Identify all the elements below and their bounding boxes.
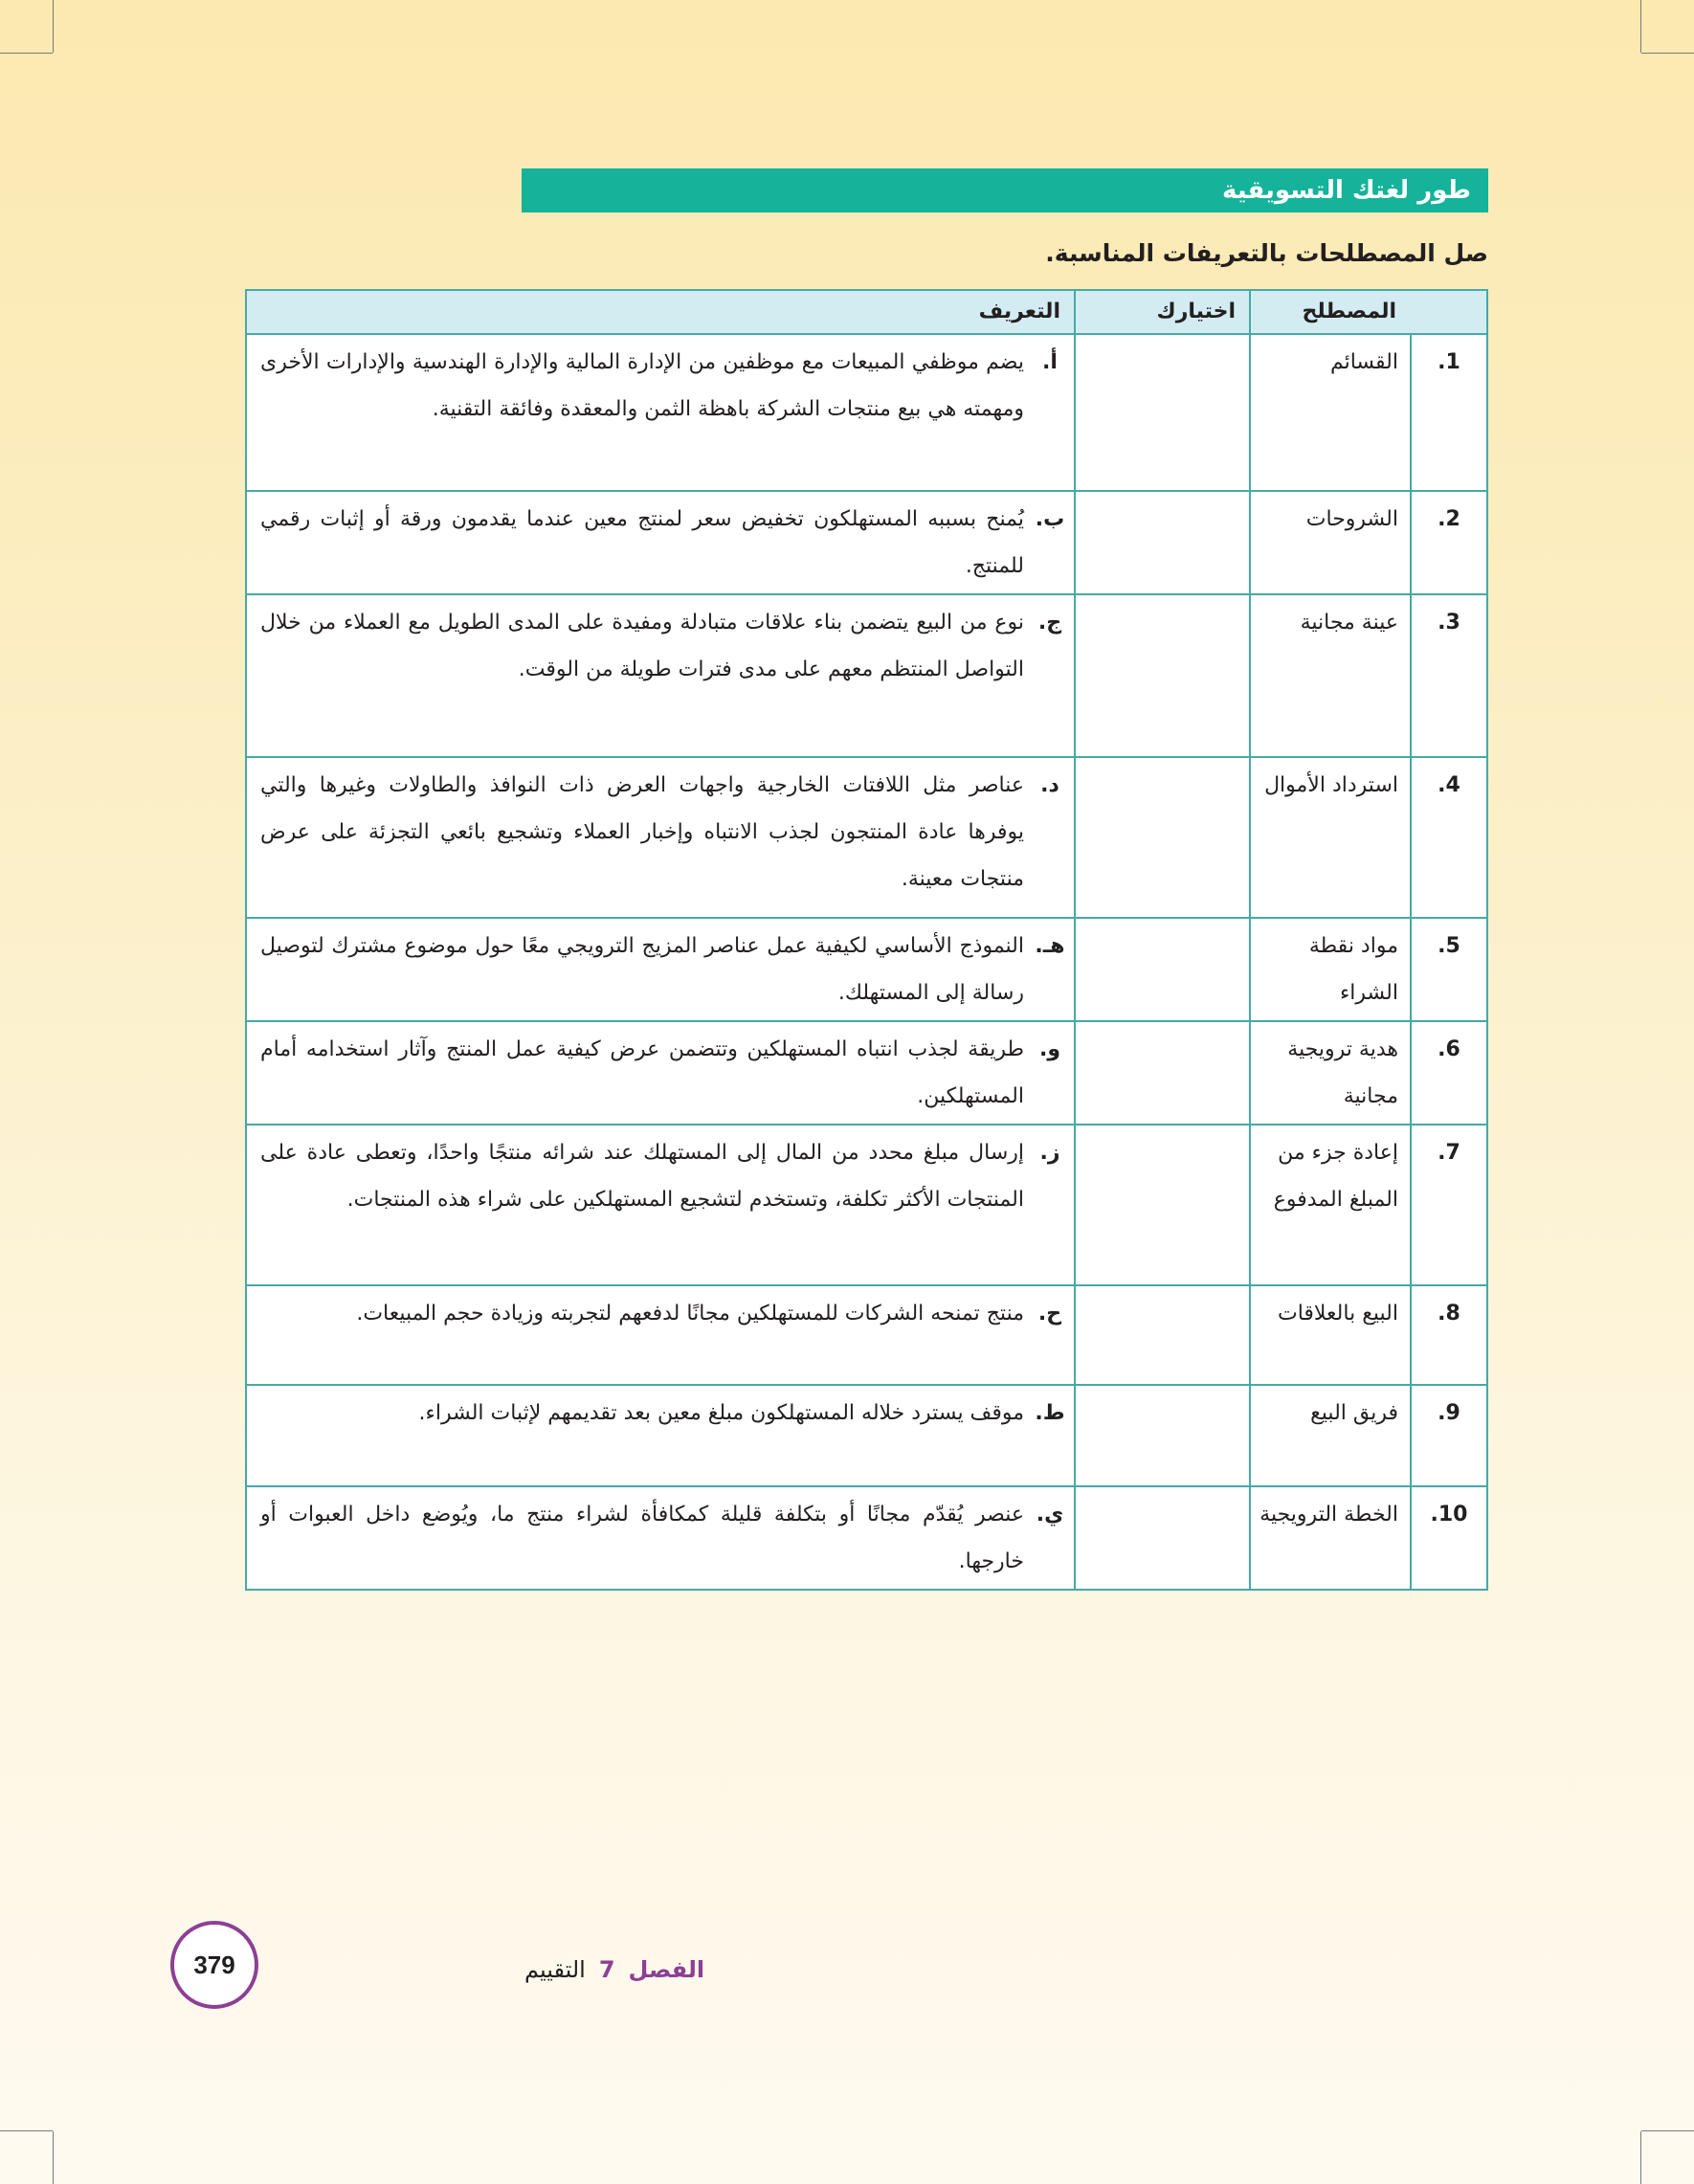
header-choice: اختيارك [1075,290,1250,334]
row-number: 9. [1411,1385,1487,1486]
row-number: 2. [1411,491,1487,594]
choice-cell[interactable] [1075,1021,1250,1125]
row-number: 6. [1411,1021,1487,1125]
definition-wrap [260,496,1066,590]
table-row [246,491,1487,594]
chapter-label: الفصل [628,1956,705,1983]
definition-wrap [260,339,1066,433]
definition-letter: ط. [1035,1401,1065,1425]
chapter-footer [524,1956,704,1983]
definition-wrap [260,1491,1066,1585]
section-title: طور لغتك التسويقية [1221,176,1471,205]
table-row [246,918,1487,1021]
choice-cell[interactable] [1075,491,1250,594]
table-row [246,334,1487,491]
term-cell: مواد نقطة الشراء [1250,918,1411,1021]
table-row [246,1486,1487,1590]
definition-letter: هـ. [1035,934,1065,958]
definition-text: يُمنح بسببه المستهلكون تخفيض سعر لمنتج معين عندما يقدمون ورقة أو إثبات رقمي للمنتج. [260,507,1024,578]
term-cell: البيع بالعلاقات [1250,1285,1411,1385]
definition-letter: ي. [1036,1503,1064,1527]
term-cell: عينة مجانية [1250,594,1411,757]
definition-text: طريقة لجذب انتباه المستهلكين وتتضمن عرض كيفية عمل المنتج وآثار استخدامه أمام المستهلكين. [260,1037,1024,1108]
crop-mark [0,53,53,54]
definition-cell [246,594,1075,757]
definition-wrap [260,762,1066,903]
table-row [246,1021,1487,1125]
definition-letter: ج. [1037,611,1062,635]
term-cell: استرداد الأموال [1250,757,1411,918]
crop-mark [0,2130,53,2131]
definition-cell [246,757,1075,918]
table-row [246,1385,1487,1486]
definition-wrap [260,1390,1066,1437]
definition-letter: ز. [1039,1141,1060,1165]
definition-wrap [260,599,1066,693]
row-number: 1. [1411,334,1487,491]
choice-cell[interactable] [1075,1486,1250,1590]
choice-cell[interactable] [1075,334,1250,491]
table-body [246,334,1487,1590]
header-term: المصطلح [1250,290,1487,334]
definition-wrap [260,923,1066,1016]
definition-wrap [260,1290,1066,1337]
definition-wrap [260,1026,1066,1120]
matching-table [245,289,1488,1591]
definition-letter: و. [1038,1037,1061,1061]
row-number: 3. [1411,594,1487,757]
definition-cell [246,1125,1075,1285]
term-cell: فريق البيع [1250,1385,1411,1486]
crop-mark [1640,2131,1641,2184]
instruction-text: صل المصطلحات بالتعريفات المناسبة. [1045,239,1488,267]
definition-cell [246,1021,1075,1125]
row-number: 4. [1411,757,1487,918]
definition-letter: أ. [1042,350,1058,374]
row-number: 8. [1411,1285,1487,1385]
row-number: 10. [1411,1486,1487,1590]
choice-cell[interactable] [1075,757,1250,918]
definition-text: عناصر مثل اللافتات الخارجية واجهات العرض ذات النوافذ والطاولات وغيرها والتي يوفرها عادة المنتجون لجذب الانتباه وإخبار العملاء وتشجيع بائعي التجزئة على عرض منتجات معينة. [260,773,1024,891]
crop-mark [1641,53,1694,54]
definition-cell [246,491,1075,594]
header-definition: التعريف [246,290,1075,334]
choice-cell[interactable] [1075,1285,1250,1385]
section-title-bar [522,168,1488,212]
choice-cell[interactable] [1075,918,1250,1021]
table-row [246,1125,1487,1285]
term-cell: هدية ترويجية مجانية [1250,1021,1411,1125]
term-cell: إعادة جزء من المبلغ المدفوع [1250,1125,1411,1285]
definition-letter: ب. [1035,507,1065,531]
crop-mark [53,0,54,53]
crop-mark [1641,2130,1694,2131]
term-cell: الخطة الترويجية [1250,1486,1411,1590]
crop-mark [53,2131,54,2184]
definition-text: النموذج الأساسي لكيفية عمل عناصر المزيج الترويجي معًا حول موضوع مشترك لتوصيل رسالة إلى المستهلك. [260,934,1024,1005]
table-row [246,1285,1487,1385]
page-number: 379 [170,1921,258,2009]
definition-text: عنصر يُقدّم مجانًا أو بتكلفة قليلة كمكافأة لشراء منتج ما، ويُوضع داخل العبوات أو خارجها. [260,1503,1024,1573]
choice-cell[interactable] [1075,594,1250,757]
chapter-number: 7 [598,1956,615,1983]
definition-wrap [260,1129,1066,1223]
table-row [246,594,1487,757]
term-cell: الشروحات [1250,491,1411,594]
definition-text: منتج تمنحه الشركات للمستهلكين مجانًا لدفعهم لتجربته وزيادة حجم المبيعات. [356,1302,1024,1326]
definition-cell [246,918,1075,1021]
row-number: 5. [1411,918,1487,1021]
definition-text: نوع من البيع يتضمن بناء علاقات متبادلة ومفيدة على المدى الطويل مع العملاء من خلال التواصل المنتظم معهم على مدى فترات طويلة من الوقت. [260,611,1024,681]
crop-mark [1640,0,1641,53]
definition-cell [246,1486,1075,1590]
choice-cell[interactable] [1075,1385,1250,1486]
row-number: 7. [1411,1125,1487,1285]
definition-text: موقف يسترد خلاله المستهلكون مبلغ معين بعد تقديمهم لإثبات الشراء. [418,1401,1024,1425]
definition-cell [246,1385,1075,1486]
section-name: التقييم [524,1956,586,1983]
term-cell: القسائم [1250,334,1411,491]
definition-letter: ح. [1037,1302,1062,1326]
definition-cell [246,1285,1075,1385]
definition-text: إرسال مبلغ محدد من المال إلى المستهلك عند شرائه منتجًا واحدًا، وتعطى عادة على المنتجات الأكثر تكلفة، وتستخدم لتشجيع المستهلكين على شراء هذه المنتجات. [260,1141,1024,1212]
definition-letter: د. [1040,773,1059,797]
table-header-row [246,290,1487,334]
definition-text: يضم موظفي المبيعات مع موظفين من الإدارة المالية والإدارة الهندسية والإدارات الأخرى ومهمته هي بيع منتجات الشركة باهظة الثمن والمعقدة وفائقة التقنية. [260,350,1024,421]
table-row [246,757,1487,918]
definition-cell [246,334,1075,491]
choice-cell[interactable] [1075,1125,1250,1285]
